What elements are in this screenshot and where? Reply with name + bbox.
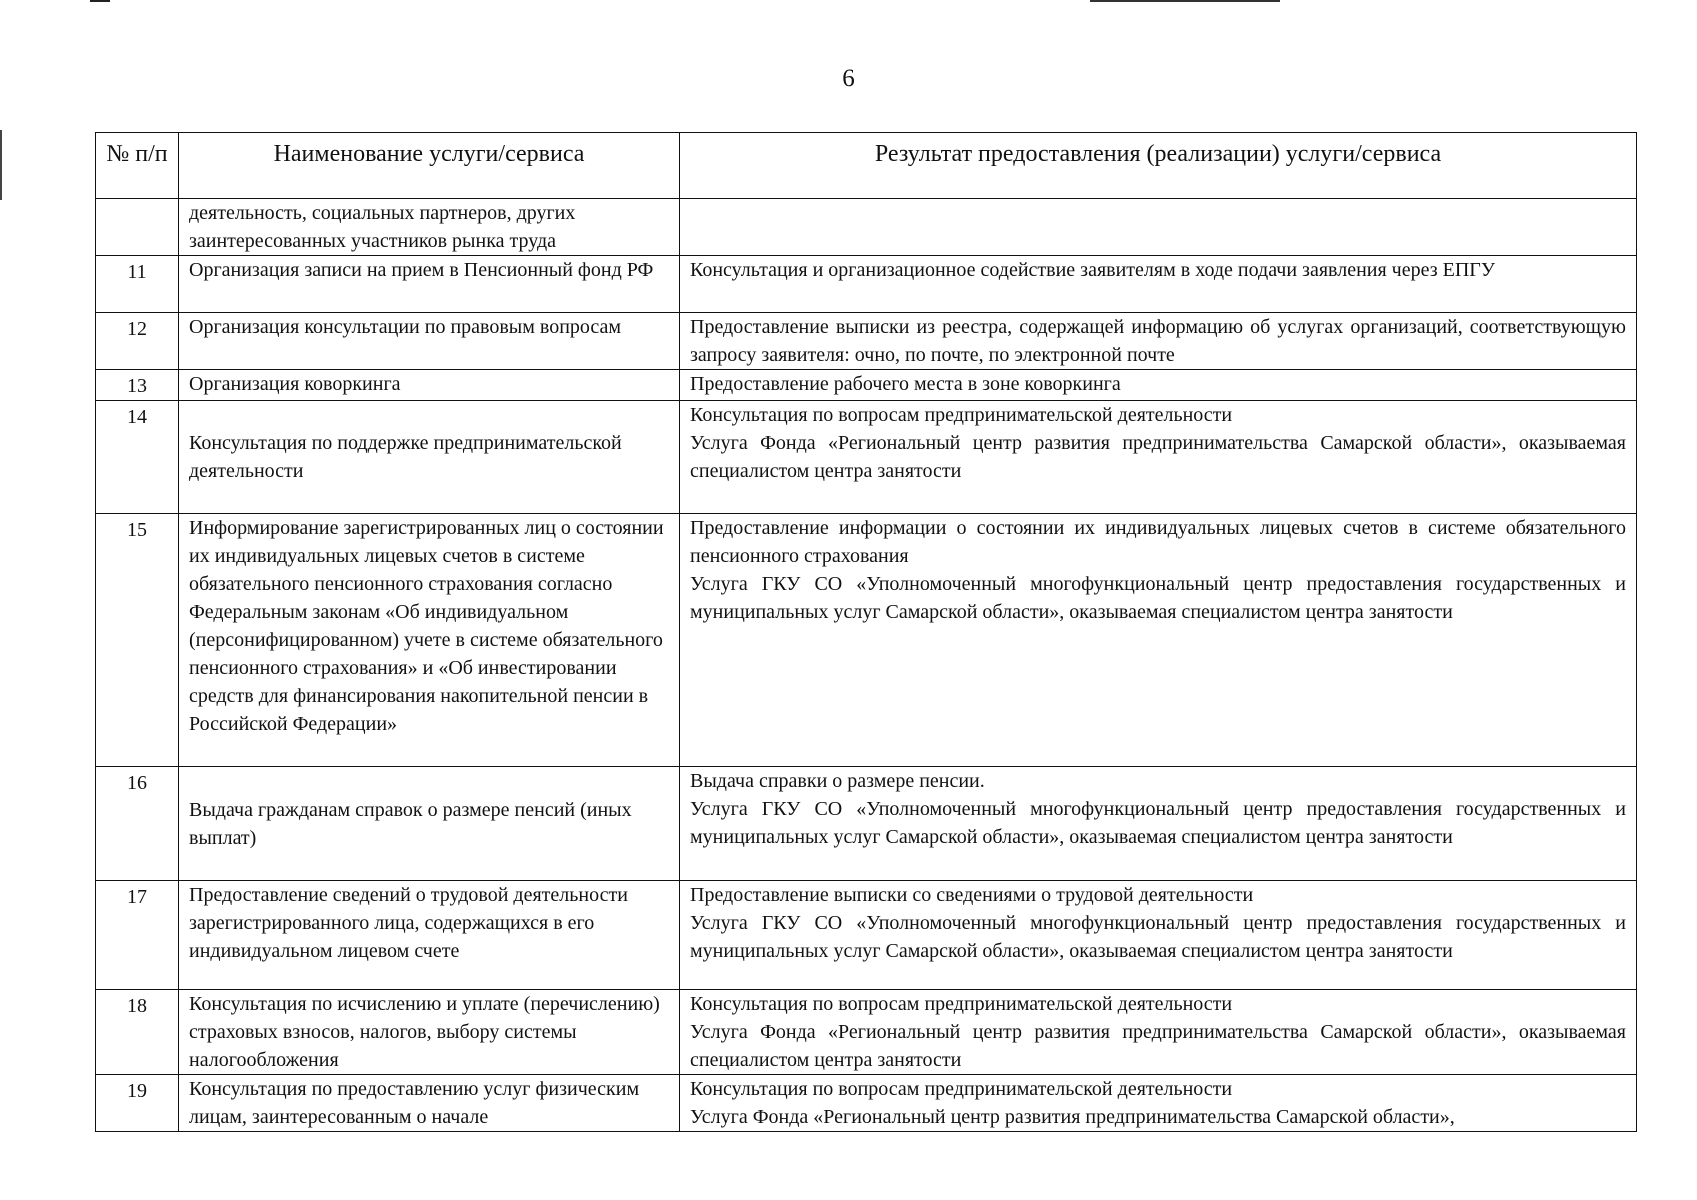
- row-number: 12: [96, 313, 179, 370]
- row-service-result: [680, 1075, 1637, 1132]
- page-number: 6: [842, 65, 855, 92]
- table-row: [96, 881, 1637, 990]
- row-service-name: Информирование зарегистрированных лиц о состоянии их индивидуальных лицевых счетов в системе обязательного пенсионного страхования согласно Федеральным законам «Об индивидуальном (персонифицированном) учете в системе обязательного пенсионного страхования» и «Об инвестировании средств для финансирования накопительной пенсии в Российской Федерации»: [179, 514, 680, 767]
- row-number: 17: [96, 881, 179, 990]
- header-service-result: Результат предоставления (реализации) услуги/сервиса: [680, 133, 1637, 199]
- scan-edge-mark: [90, 0, 110, 2]
- table-row: [96, 256, 1637, 313]
- row-number: 11: [96, 256, 179, 313]
- table-row: [96, 767, 1637, 881]
- row-service-name: Организация записи на прием в Пенсионный фонд РФ: [179, 256, 680, 313]
- result-line: Услуга Фонда «Региональный центр развития предпринимательства Самарской области», оказываемая специалистом центра занятости: [690, 432, 1626, 482]
- result-line: Предоставление выписки со сведениями о трудовой деятельности: [690, 884, 1254, 906]
- row-service-result: [680, 401, 1637, 514]
- row-service-result: [680, 881, 1637, 990]
- row-service-name: Организация коворкинга: [179, 370, 680, 401]
- result-line: Услуга ГКУ СО «Уполномоченный многофункциональный центр предоставления государственных и муниципальных услуг Самарской области», оказываемая специалистом центра занятости: [690, 912, 1626, 962]
- header-service-name: Наименование услуги/сервиса: [179, 133, 680, 199]
- services-table: [95, 132, 1637, 1132]
- header-number: № п/п: [96, 133, 179, 199]
- row-service-name: Предоставление сведений о трудовой деятельности зарегистрированного лица, содержащихся в его индивидуальном лицевом счете: [179, 881, 680, 990]
- result-line: Услуга Фонда «Региональный центр развития предпринимательства Самарской области»,: [690, 1106, 1455, 1128]
- table-row: [96, 370, 1637, 401]
- row-service-result: [680, 199, 1637, 256]
- row-service-name: Выдача гражданам справок о размере пенсий (иных выплат): [179, 767, 680, 881]
- row-service-result: [680, 514, 1637, 767]
- row-service-result: [680, 990, 1637, 1075]
- result-line: Услуга ГКУ СО «Уполномоченный многофункциональный центр предоставления государственных и муниципальных услуг Самарской области», оказываемая специалистом центра занятости: [690, 573, 1626, 623]
- result-line: Предоставление рабочего места в зоне коворкинга: [690, 373, 1121, 395]
- row-number: 14: [96, 401, 179, 514]
- row-service-result: [680, 370, 1637, 401]
- table-row: [96, 514, 1637, 767]
- row-number: 19: [96, 1075, 179, 1132]
- row-number: 13: [96, 370, 179, 401]
- result-line: Консультация по вопросам предпринимательской деятельности: [690, 404, 1233, 426]
- row-number: 16: [96, 767, 179, 881]
- row-number: 15: [96, 514, 179, 767]
- row-service-name: Консультация по исчислению и уплате (перечислению) страховых взносов, налогов, выбору системы налогообложения: [179, 990, 680, 1075]
- table-row: [96, 1075, 1637, 1132]
- scan-edge-mark: [0, 130, 2, 200]
- scan-edge-mark: [1090, 0, 1280, 2]
- result-line: Услуга Фонда «Региональный центр развития предпринимательства Самарской области», оказываемая специалистом центра занятости: [690, 1021, 1626, 1071]
- table-header-row: [96, 133, 1637, 199]
- result-line: Консультация и организационное содействие заявителям в ходе подачи заявления через ЕПГУ: [690, 259, 1496, 281]
- row-service-result: [680, 313, 1637, 370]
- row-service-name: Консультация по поддержке предпринимательской деятельности: [179, 401, 680, 514]
- table-row: [96, 401, 1637, 514]
- table-row: [96, 199, 1637, 256]
- row-service-name: деятельность, социальных партнеров, других заинтересованных участников рынка труда: [179, 199, 680, 256]
- result-line: Услуга ГКУ СО «Уполномоченный многофункциональный центр предоставления государственных и муниципальных услуг Самарской области», оказываемая специалистом центра занятости: [690, 798, 1626, 848]
- row-service-name: Организация консультации по правовым вопросам: [179, 313, 680, 370]
- row-service-result: [680, 256, 1637, 313]
- row-service-result: [680, 767, 1637, 881]
- result-line: Предоставление выписки из реестра, содержащей информацию об услугах организаций, соответствующую запросу заявителя: очно, по почте, по электронной почте: [690, 316, 1626, 366]
- row-service-name: Консультация по предоставлению услуг физическим лицам, заинтересованным о начале: [179, 1075, 680, 1132]
- result-line: Консультация по вопросам предпринимательской деятельности: [690, 993, 1233, 1015]
- result-line: Консультация по вопросам предпринимательской деятельности: [690, 1078, 1233, 1100]
- row-number: 18: [96, 990, 179, 1075]
- result-line: Предоставление информации о состоянии их индивидуальных лицевых счетов в системе обязательного пенсионного страхования: [690, 517, 1626, 567]
- row-number: [96, 199, 179, 256]
- result-line: Выдача справки о размере пенсии.: [690, 770, 985, 792]
- table-row: [96, 990, 1637, 1075]
- table-row: [96, 313, 1637, 370]
